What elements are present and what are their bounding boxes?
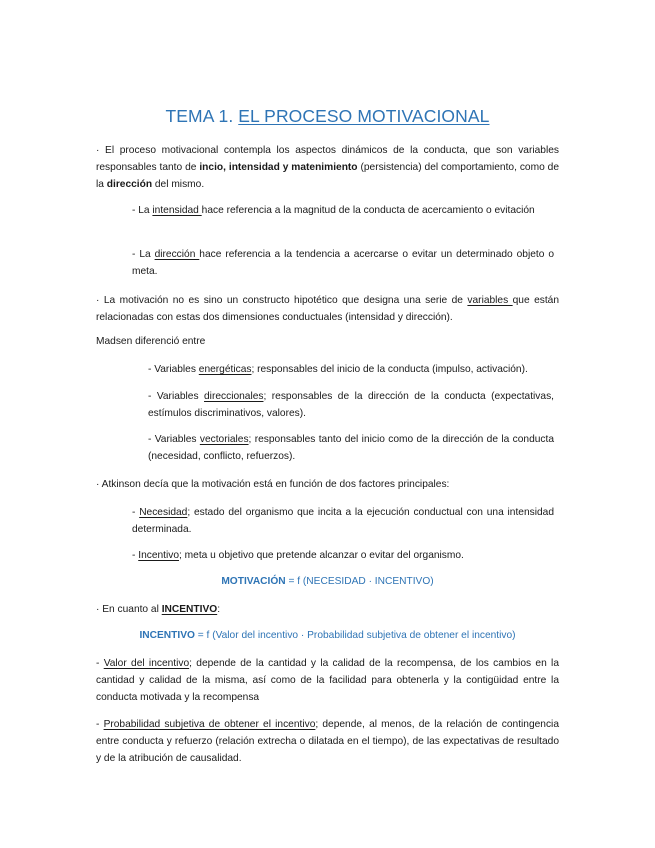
text: - Variables: [148, 391, 205, 402]
bullet-direccion: [132, 246, 554, 280]
text: = f (NECESIDAD · INCENTIVO): [285, 576, 434, 587]
paragraph-probabilidad: [96, 716, 559, 767]
underlined-term: dirección: [154, 249, 200, 260]
underlined-term: Probabilidad subjetiva de obtener el incentivo: [103, 719, 316, 730]
underlined-term: intensidad: [152, 205, 202, 216]
title-main: EL PROCESO MOTIVACIONAL: [238, 106, 490, 126]
page-title: [0, 106, 655, 127]
text: -: [96, 719, 104, 730]
paragraph-valor-incentivo: [96, 655, 559, 706]
text: ; responsables tanto del inicio como de la dirección de la conducta (necesidad, conflicto, refuerzos).: [148, 434, 554, 462]
bullet-incentivo: [132, 547, 554, 564]
text: :: [217, 604, 221, 615]
bold-text: INCENTIVO: [139, 630, 195, 641]
paragraph-atkinson: [96, 476, 559, 493]
underlined-term: vectoriales: [199, 434, 249, 445]
formula-motivacion: [96, 573, 559, 590]
underlined-term: direccionales: [204, 391, 264, 402]
text: hace referencia a la magnitud de la conducta de acercamiento o evitación: [201, 205, 535, 216]
bold-underlined-term: INCENTIVO: [161, 604, 218, 615]
paragraph-madsen: [96, 333, 559, 350]
text: - La: [132, 249, 155, 260]
text: · La motivación no es sino un constructo hipotético que designa una serie de: [96, 295, 468, 306]
text: ; depende de la cantidad y la calidad de la recompensa, de los cambios en la cantidad y calidad de la misma, así como de la facilidad para obtenerla y la contigüidad entre la conducta motivada y la recompensa: [96, 658, 559, 703]
text: que están relacionadas con estas dos dimensiones conductuales (intensidad y dirección).: [96, 295, 560, 323]
text: ; responsables de la dirección de la conducta (expectativas, estímulos discriminativos, valores).: [148, 391, 554, 419]
text: ; meta u objetivo que pretende alcanzar o evitar del organismo.: [179, 550, 464, 561]
underlined-term: Necesidad: [139, 507, 188, 518]
bullet-energeticas: [148, 361, 554, 378]
text: ; estado del organismo que incita a la ejecución conductual con una intensidad determinada.: [132, 507, 554, 535]
underlined-term: variables: [467, 295, 513, 306]
text: -: [132, 507, 140, 518]
text: Madsen diferenció entre: [96, 336, 206, 347]
bold-text: dirección: [106, 179, 153, 190]
formula-incentivo: [96, 627, 559, 644]
bold-text: MOTIVACIÓN: [221, 576, 286, 587]
text: hace referencia a la tendencia a acercarse o evitar un determinado objeto o meta.: [132, 249, 554, 277]
bullet-vectoriales: [148, 431, 554, 465]
text: · El proceso motivacional contempla los aspectos dinámicos de la conducta, que son variables responsables tanto de: [96, 145, 559, 173]
text: · Atkinson decía que la motivación está en función de dos factores principales:: [96, 479, 450, 490]
paragraph-incentivo: [96, 601, 559, 618]
text: -: [132, 550, 139, 561]
text: · En cuanto al: [96, 604, 162, 615]
title-prefix: TEMA 1.: [165, 106, 239, 126]
bullet-necesidad: [132, 504, 554, 538]
bold-text: incio, intensidad y matenimiento: [199, 162, 358, 173]
underlined-term: Valor del incentivo: [103, 658, 190, 669]
text: (persistencia) del comportamiento, como de la: [96, 162, 559, 190]
text: ; responsables del inicio de la conducta (impulso, activación).: [251, 364, 528, 375]
bullet-intensidad: [132, 202, 554, 219]
text: = f (Valor del incentivo · Probabilidad subjetiva de obtener el incentivo): [194, 630, 516, 641]
text: - Variables: [148, 434, 200, 445]
text: del mismo.: [152, 179, 205, 190]
bullet-direccionales: [148, 388, 554, 422]
paragraph-constructo: [96, 292, 559, 326]
text: - Variables: [148, 364, 199, 375]
text: -: [96, 658, 104, 669]
paragraph-proceso-motivacional: [96, 142, 559, 193]
text: - La: [132, 205, 153, 216]
underlined-term: Incentivo: [138, 550, 180, 561]
underlined-term: energéticas: [198, 364, 252, 375]
text: ; depende, al menos, de la relación de contingencia entre conducta y refuerzo (relación extrecha o dilatada en el tiempo), de las expectativas de resultado y de la atribución de causalidad.: [96, 719, 559, 764]
